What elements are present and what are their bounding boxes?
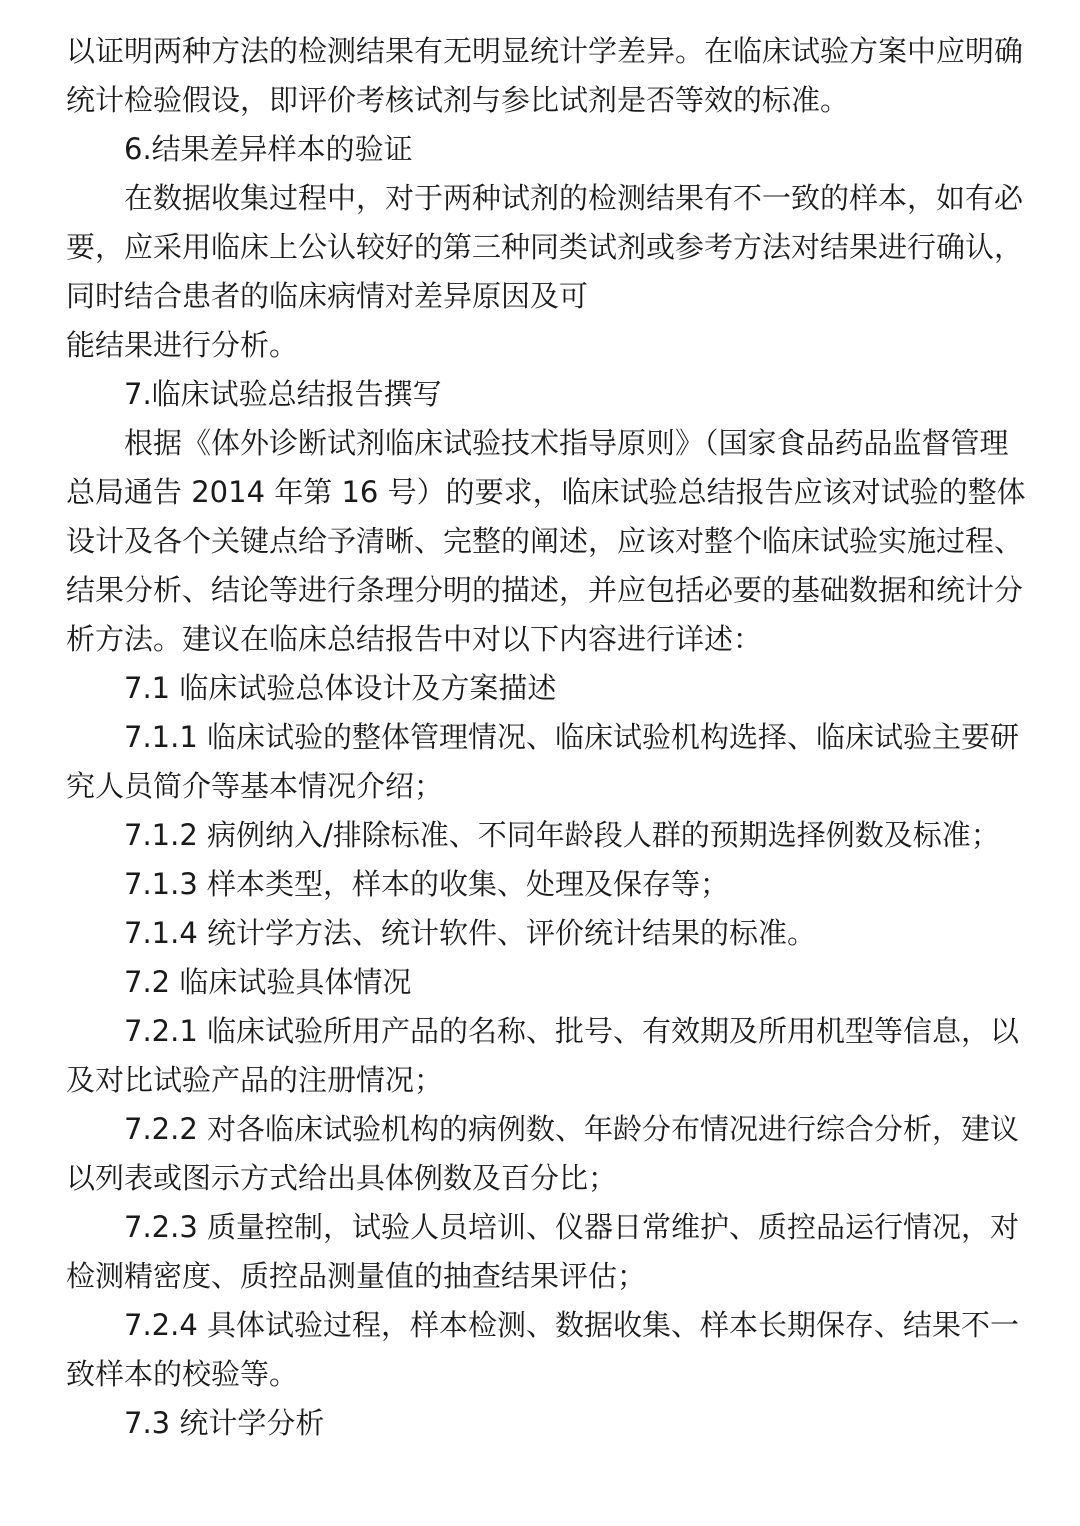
subsection-heading: 7.1 临床试验总体设计及方案描述 [124, 671, 557, 705]
text-line: 及对比试验产品的注册情况； [66, 1063, 444, 1097]
text-line: 同时结合患者的临床病情对差异原因及可 [66, 279, 589, 313]
text-line: 结果分析、结论等进行条理分明的描述，并应包括必要的基础数据和统计分 [66, 573, 1024, 607]
section-heading: 7.临床试验总结报告撰写 [124, 377, 442, 411]
list-item: 7.1.3 样本类型，样本的收集、处理及保存等； [124, 867, 730, 901]
list-item: 7.2.4 具体试验过程，样本检测、数据收集、样本长期保存、结果不一 [124, 1308, 1020, 1342]
list-item: 7.1.4 统计学方法、统计软件、评价统计结果的标准。 [124, 916, 817, 950]
text-line: 以证明两种方法的检测结果有无明显统计学差异。在临床试验方案中应明确 [66, 34, 1024, 68]
text-line: 检测精密度、质控品测量值的抽查结果评估； [66, 1259, 647, 1293]
text-line: 统计检验假设，即评价考核试剂与参比试剂是否等效的标准。 [66, 83, 850, 117]
text-line: 总局通告 2014 年第 16 号）的要求，临床试验总结报告应该对试验的整体 [66, 475, 1026, 509]
text-line: 致样本的校验等。 [66, 1357, 299, 1391]
text-line: 设计及各个关键点给予清晰、完整的阐述，应该对整个临床试验实施过程、 [66, 524, 1024, 558]
list-item: 7.2.1 临床试验所用产品的名称、批号、有效期及所用机型等信息，以 [124, 1014, 1020, 1048]
list-item: 7.1.1 临床试验的整体管理情况、临床试验机构选择、临床试验主要研 [124, 720, 1020, 754]
text-line: 以列表或图示方式给出具体例数及百分比； [66, 1161, 618, 1195]
text-line: 析方法。建议在临床总结报告中对以下内容进行详述： [66, 622, 763, 656]
list-item: 7.1.2 病例纳入/排除标准、不同年龄段人群的预期选择例数及标准； [124, 818, 1000, 852]
subsection-heading: 7.3 统计学分析 [124, 1406, 325, 1440]
subsection-heading: 7.2 临床试验具体情况 [124, 965, 412, 999]
text-line: 在数据收集过程中，对于两种试剂的检测结果有不一致的样本，如有必 [124, 181, 1024, 215]
text-line: 能结果进行分析。 [66, 328, 299, 362]
text-line: 究人员简介等基本情况介绍； [66, 769, 444, 803]
list-item: 7.2.2 对各临床试验机构的病例数、年龄分布情况进行综合分析，建议 [124, 1112, 1020, 1146]
list-item: 7.2.3 质量控制，试验人员培训、仪器日常维护、质控品运行情况，对 [124, 1210, 1020, 1244]
text-line: 根据《体外诊断试剂临床试验技术指导原则》（国家食品药品监督管理 [124, 426, 1009, 460]
section-heading: 6.结果差异样本的验证 [124, 132, 413, 166]
text-line: 要，应采用临床上公认较好的第三种同类试剂或参考方法对结果进行确认， [66, 230, 1024, 264]
document-body [66, 27, 1026, 1448]
